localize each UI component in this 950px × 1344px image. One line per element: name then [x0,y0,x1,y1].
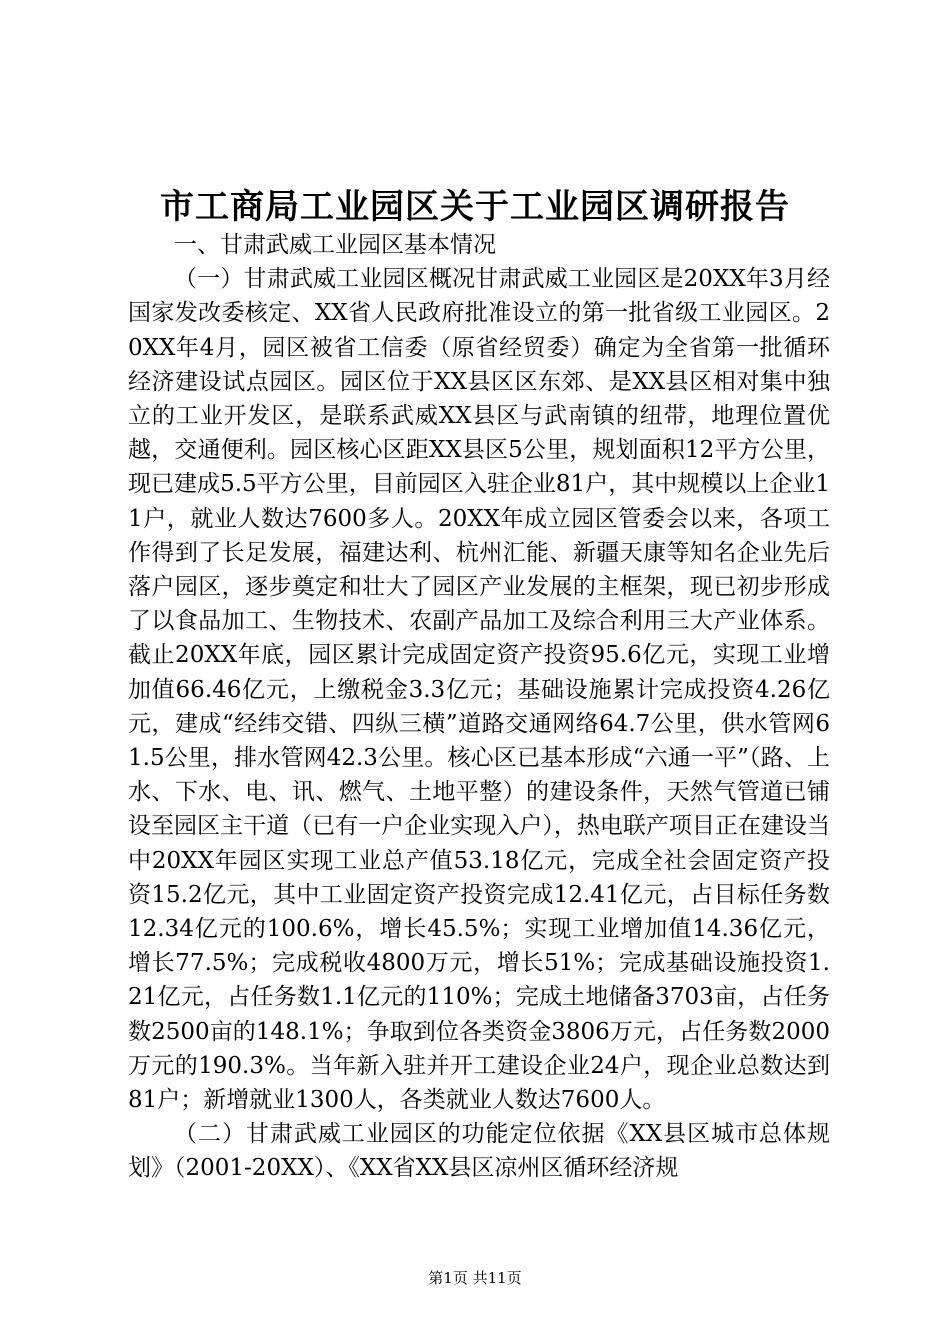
paragraph-overview: （一）甘肃武威工业园区概况甘肃武威工业园区是20XX年3月经国家发改委核定、XX省人民政府批准设立的第一批省级工业园区。20XX年4月，园区被省工信委（原省经贸委）确定为全省第一批循环经济建设试点园区。园区位于XX县区区东郊、是XX县区相对集中独立的工业开发区，是联系武威XX县区与武南镇的纽带，地理位置优越，交通便利。园区核心区距XX县区5公里，规划面积12平方公里，现已建成5.5平方公里，目前园区入驻企业81户，其中规模以上企业11户，就业人数达7600多人。20XX年成立园区管委会以来，各项工作得到了长足发展，福建达利、杭州汇能、新疆天康等知名企业先后落户园区，逐步奠定和壮大了园区产业发展的主框架，现已初步形成了以食品加工、生物技术、农副产品加工及综合利用三大产业体系。截止20XX年底，园区累计完成固定资产投资95.6亿元，实现工业增加值66.46亿元，上缴税金3.3亿元；基础设施累计完成投资4.26亿元，建成“经纬交错、四纵三横”道路交通网络64.7公里，供水管网61.5公里，排水管网42.3公里。核心区已基本形成“六通一平”（路、上水、下水、电、讯、燃气、土地平整）的建设条件，天然气管道已铺设至园区主干道（已有一户企业实现入户），热电联产项目正在建设当中20XX年园区实现工业总产值53.18亿元，完成全社会固定资产投资15.2亿元，其中工业固定资产投资完成12.41亿元，占目标任务数12.34亿元的100.6%，增长45.5%；实现工业增加值14.36亿元，增长77.5%；完成税收4800万元，增长51%；完成基础设施投资1.21亿元，占任务数1.1亿元的110%；完成土地储备3703亩，占任务数2500亩的148.1%；争取到位各类资金3806万元，占任务数2000万元的190.3%。当年新入驻并开工建设企业24户，现企业总数达到81户；新增就业1300人，各类就业人数达7600人。 [128,266,830,1114]
paragraph-function-positioning: （二）甘肃武威工业园区的功能定位依据《XX县区城市总体规划》（2001-20XX）、《XX省XX县区凉州区循环经济规 [128,1121,830,1182]
section-heading: 一、甘肃武威工业园区基本情况 [174,232,496,258]
page-footer: 第1页 共11页 [428,1269,522,1287]
document-title: 市工商局工业园区关于工业园区调研报告 [160,187,790,227]
document-body [128,228,830,1186]
